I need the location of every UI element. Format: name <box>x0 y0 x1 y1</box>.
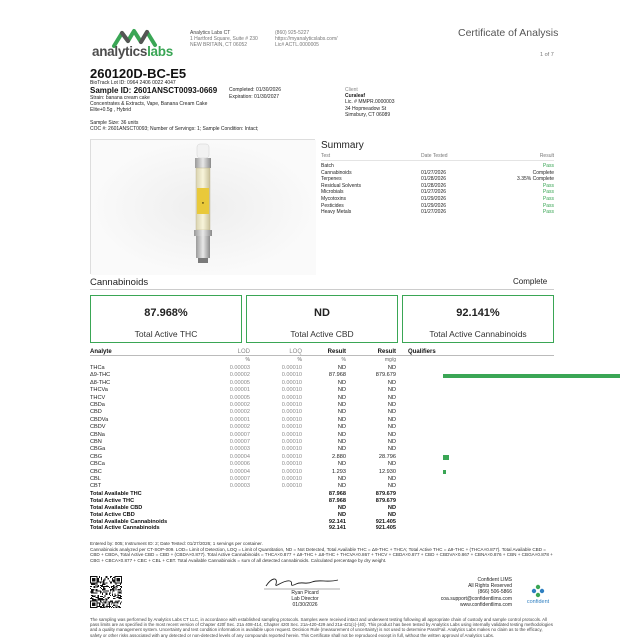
analyte-loq: 0.00010 <box>281 394 302 401</box>
col-lod: LOD <box>237 349 250 355</box>
analyte-result-mg: ND <box>387 461 396 468</box>
summary-result: Pass <box>542 196 554 202</box>
strain-info <box>90 95 240 114</box>
total-name: Total Active CBD <box>90 511 135 518</box>
analyte-result-mg: 12.930 <box>378 468 396 475</box>
analyte-name: Δ9-THC <box>90 372 111 379</box>
analyte-result-mg: ND <box>387 402 396 408</box>
completed-date: Completed: 01/30/2026 <box>229 87 281 93</box>
disclaimer: The sampling was performed by Analytics Labs CT LLC, in accordance with established sampling protocols. Samples were received intact and underwent testing following all appropriate chain of custody and sample control protocols. All pass limits are as specified in the most recent version of Chapter 420f Sec. 21a 408-414, Chapter 420t Sec. 21a-420-429 and 21a-421(c)-(40). This product has been tested by Analytics Labs using internally validated testing methodologies and a quality management system. Uncertainty and test condition information is available upon request. Decision Rule (measurement of uncertainty) is not used to determine Pass/Fail. Analytics Labs makes no claim as to the efficacy, safety or other risks associated with any detected or non-detected levels of any compounds reported herein. This Certificate shall not be reproduced except in full, without the written approval of Analytics Labs. <box>90 617 553 638</box>
lab-address-line-2: NEW BRITAIN, CT 06052 <box>190 42 248 49</box>
analyte-lod: 0.00004 <box>229 453 250 460</box>
col-result-pct: Result <box>327 349 346 355</box>
col-qualifiers: Qualifiers <box>408 349 436 355</box>
analyte-lod: 0.00007 <box>229 476 250 482</box>
total-result-pct: ND <box>337 505 346 511</box>
table-row <box>90 380 554 387</box>
analyte-loq: 0.00010 <box>281 431 302 438</box>
analyte-result-mg: ND <box>387 483 396 490</box>
analyte-result-pct: ND <box>337 439 346 445</box>
analyte-name: CBD <box>90 409 102 416</box>
analyte-result-pct: ND <box>337 365 346 371</box>
svg-text:●: ● <box>201 200 205 205</box>
total-result-mg: ND <box>387 505 396 511</box>
summary-date: 01/27/2026 <box>421 209 447 216</box>
summary-test: Microbials <box>321 189 344 196</box>
analyte-name: Δ8-THC <box>90 379 111 386</box>
analyte-loq: 0.00010 <box>281 387 302 394</box>
analyte-loq: 0.00010 <box>281 379 302 386</box>
table-row <box>90 424 554 431</box>
summary-row <box>321 163 554 169</box>
summary-date: 01/28/2026 <box>421 176 447 183</box>
analyte-loq: 0.00010 <box>281 446 302 453</box>
summary-test: Terpenes <box>321 176 342 183</box>
analyte-loq: 0.00010 <box>281 424 302 431</box>
cannabinoids-title: Cannabinoids <box>90 277 149 288</box>
summary-result: Pass <box>542 182 554 189</box>
kpi-label: Total Active THC <box>134 329 198 339</box>
coc-info: COC #: 2601ANSCT0093; Number of Servings: 1; Sample Condition: Intact; <box>90 126 259 132</box>
analyte-result-pct: ND <box>337 424 346 431</box>
table-row <box>90 417 554 424</box>
table-row <box>90 387 554 394</box>
summary-row <box>321 170 554 176</box>
analyte-lod: 0.00003 <box>229 446 250 453</box>
analyte-name: THCVa <box>90 387 108 394</box>
analyte-loq: 0.00010 <box>281 402 302 408</box>
analyte-result-mg: ND <box>387 394 396 401</box>
analyte-result-mg: ND <box>387 365 396 371</box>
analyte-result-pct: ND <box>337 461 346 468</box>
lims-phone: (866) 506-5866 <box>477 589 512 596</box>
confident-logo-text: confident <box>526 599 550 605</box>
analyte-name: CBNa <box>90 431 105 438</box>
kpi-value: ND <box>314 307 330 319</box>
signature-image <box>262 573 342 591</box>
signer-date: 01/30/2026 <box>292 602 318 609</box>
total-result-mg: ND <box>387 511 396 518</box>
total-name: Total Available THC <box>90 491 142 498</box>
notes-line-1: Entered by: 005; Instrument ID: 2; Date Tested: 01/27/2026; 1 servings per container. <box>90 541 263 546</box>
kpi-total-active-thc <box>90 295 242 343</box>
summary-test: Mycotoxins <box>321 196 347 202</box>
summary-head-date: Date Tested <box>421 153 448 159</box>
analyte-name: CBC <box>90 468 102 475</box>
analyte-result-mg: ND <box>387 416 396 423</box>
analyte-loq: 0.00010 <box>281 468 302 475</box>
document-title: Certificate of Analysis <box>458 27 559 39</box>
client-license: Lic. # MMPR.0000003 <box>345 99 395 106</box>
kpi-total-active-cannabinoids <box>402 295 554 343</box>
analyte-lod: 0.00007 <box>229 431 250 438</box>
lims-email[interactable]: coa.support@confidentlims.com <box>440 595 512 602</box>
summary-result: Pass <box>542 189 554 196</box>
summary-test: Heavy Metals <box>321 209 352 216</box>
analyte-lod: 0.00005 <box>229 394 250 401</box>
analyte-result-mg: 879.679 <box>375 372 396 379</box>
client-street: 34 Hopmeadow St <box>345 105 387 112</box>
analyte-result-mg: ND <box>387 439 396 445</box>
lims-rights: All Rights Reserved <box>468 583 512 590</box>
summary-result: Pass <box>542 202 554 209</box>
total-row <box>90 525 554 532</box>
analyte-result-pct: 2.880 <box>332 453 346 460</box>
kpi-label: Total Active Cannabinoids <box>429 329 527 339</box>
analyte-result-pct: 1.293 <box>332 468 346 475</box>
kpi-label: Total Active CBD <box>290 329 354 339</box>
summary-test: Batch <box>321 163 334 169</box>
table-row <box>90 476 554 483</box>
table-row <box>90 395 554 402</box>
kpi-total-active-cbd <box>246 295 398 343</box>
analyte-result-mg: ND <box>387 476 396 482</box>
lab-url[interactable]: https://myanalyticslabs.com/ <box>275 36 338 43</box>
analyte-result-pct: ND <box>337 379 346 386</box>
sample-size: Sample Size: 36 units <box>90 120 139 126</box>
analyte-name: CBG <box>90 453 103 460</box>
analyte-name: CBGa <box>90 446 106 453</box>
analyte-lod: 0.00002 <box>229 424 250 431</box>
table-row <box>90 409 554 416</box>
table-row <box>90 432 554 439</box>
summary-test: Residual Solvents <box>321 182 362 189</box>
analyte-lod: 0.00006 <box>229 461 250 468</box>
analyte-loq: 0.00010 <box>281 416 302 423</box>
expiration-date: Expiration: 01/30/2027 <box>229 94 280 100</box>
analyte-result-mg: ND <box>387 409 396 416</box>
kpi-value: 87.968% <box>144 307 188 319</box>
cannabinoids-status: Complete <box>513 277 548 286</box>
summary-test: Pesticides <box>321 202 344 209</box>
summary-test: Cannabinoids <box>321 169 352 176</box>
analyte-result-pct: ND <box>337 394 346 401</box>
table-row <box>90 365 554 372</box>
lab-info <box>190 30 280 49</box>
confident-logo <box>518 583 558 605</box>
total-name: Total Active THC <box>90 498 135 505</box>
analyte-result-pct: ND <box>337 476 346 482</box>
biotrack-lot-id: BioTrack Lot ID: 0964 2406 0022 4047 <box>90 80 176 86</box>
signer-name: Ryan Picard <box>291 590 319 596</box>
analyte-loq: 0.00010 <box>281 476 302 482</box>
logo-wordmark: analyticslabs <box>92 44 173 59</box>
analyte-lod: 0.00003 <box>229 365 250 371</box>
analyte-name: THCV <box>90 394 106 401</box>
analyte-lod: 0.00001 <box>229 416 250 423</box>
total-result-pct: 87.968 <box>328 498 346 505</box>
lab-address-line-1: 1 Hartford Square, Suite # 230 <box>190 36 258 43</box>
analyte-result-mg: ND <box>387 431 396 438</box>
table-row <box>90 469 554 476</box>
summary-row <box>321 189 554 195</box>
analyte-lod: 0.00002 <box>229 372 250 379</box>
analyte-name: CBCa <box>90 461 105 468</box>
summary-row <box>321 203 554 209</box>
total-result-mg: 879.679 <box>375 498 396 505</box>
method-notes <box>90 541 554 563</box>
analyte-result-pct: ND <box>337 446 346 453</box>
product-type: Elite+0.5g , Hybrid <box>90 107 131 114</box>
notes-line-2: Cannabinoids analyzed per CT-SOP-009. LOD= Limit of Detection, LOQ = Limit of Quantitation, ND = Not Detected, Total Available THC = Δ9-THC + THCA; Total Active THC = Δ9-THC + (THCA×0.877). Total Available CBD = CBD + CBDA, Total Active CBD = CBD + (CBDA×0.877). Total Active Cannabinoids = THCA×0.877 + Δ9-THC + Δ8-THC + THCVA×0.867 + THCV + CBDA×0.877 + CBD + CBDVA×0.867 + CBNA×0.876 + CBN + CBGA×0.878 + CBG + CBCA×0.877 + CBC + CBL + CBT. Total Available Cannabinoids = sum of all detected cannabinoids. Calculated percentage by dry weight. <box>90 546 553 563</box>
summary-row <box>321 176 554 182</box>
analyte-result-mg: 28.796 <box>378 453 396 460</box>
analyte-table-header <box>90 348 554 356</box>
client-info <box>345 87 465 118</box>
product-photo <box>90 139 315 274</box>
total-name: Total Available CBD <box>90 505 143 511</box>
summary-result: Complete <box>532 169 554 176</box>
analyte-result-mg: ND <box>387 387 396 394</box>
analyte-result-pct: ND <box>337 409 346 416</box>
summary-header <box>321 153 554 161</box>
lims-url[interactable]: www.confidentlims.com <box>460 601 512 608</box>
summary-title: Summary <box>321 140 364 151</box>
analyte-result-pct: 87.968 <box>328 372 346 379</box>
analyte-name: CBL <box>90 476 101 482</box>
analyte-lod: 0.00005 <box>229 379 250 386</box>
vape-cartridge-image <box>91 140 316 275</box>
analyte-name: CBT <box>90 483 102 490</box>
unit-lod: % <box>245 357 250 363</box>
analyte-loq: 0.00010 <box>281 483 302 490</box>
signer-block <box>280 590 330 609</box>
summary-head-test: Test <box>321 153 331 159</box>
summary-date: 01/28/2026 <box>421 182 447 189</box>
total-result-mg: 921.405 <box>375 518 396 525</box>
analyte-lod: 0.00002 <box>229 402 250 408</box>
table-row <box>90 483 554 490</box>
analyte-result-mg: ND <box>387 446 396 453</box>
col-loq: LOQ <box>289 349 302 355</box>
analyte-loq: 0.00010 <box>281 365 302 371</box>
client-label: Client <box>345 87 358 93</box>
total-result-pct: ND <box>337 511 346 518</box>
lab-phone: (860) 925-5227 <box>275 30 310 36</box>
kpi-value: 92.141% <box>456 307 500 319</box>
table-row <box>90 454 554 461</box>
analyte-loq: 0.00010 <box>281 372 302 379</box>
analyte-lod: 0.00001 <box>229 387 250 394</box>
client-name: Curaleaf <box>345 93 366 100</box>
analyte-loq: 0.00010 <box>281 439 302 445</box>
unit-pct: % <box>341 357 346 363</box>
col-analyte: Analyte <box>90 349 112 355</box>
qualifier-bar <box>443 470 446 474</box>
analyte-loq: 0.00010 <box>281 453 302 460</box>
analyte-lod: 0.00007 <box>229 439 250 445</box>
analyte-name: CBDVa <box>90 416 109 423</box>
summary-head-result: Result <box>539 153 554 159</box>
analyte-table-units <box>90 357 554 363</box>
table-row <box>90 402 554 409</box>
summary-result: Pass <box>542 163 554 169</box>
analyte-loq: 0.00010 <box>281 461 302 468</box>
unit-mg: mg/g <box>384 357 396 363</box>
table-row <box>90 461 554 468</box>
strain: Strain: banana cream cake <box>90 95 150 101</box>
lab-license: Lic# ACTL.0000005 <box>275 42 319 49</box>
table-row <box>90 372 554 379</box>
lab-name: Analytics Labs CT <box>190 30 231 36</box>
total-result-mg: 879.679 <box>375 491 396 498</box>
signer-title: Lab Director <box>291 596 319 603</box>
analyte-name: CBN <box>90 439 102 445</box>
total-name: Total Active Cannabinoids <box>90 525 160 532</box>
lims-name: Confident LIMS <box>477 577 512 583</box>
lims-info <box>432 577 512 608</box>
total-name: Total Available Cannabinoids <box>90 518 168 525</box>
summary-date: 01/29/2026 <box>421 196 447 202</box>
analyte-name: THCa <box>90 365 105 371</box>
analyte-result-pct: ND <box>337 483 346 490</box>
summary-row <box>321 183 554 189</box>
analyte-name: CBDV <box>90 424 106 431</box>
sample-id: Sample ID: 2601ANSCT0093-0669 <box>90 86 218 95</box>
summary-date: 01/29/2026 <box>421 202 447 209</box>
lab-contact <box>275 30 385 49</box>
analyte-lod: 0.00004 <box>229 468 250 475</box>
page-number: 1 of 7 <box>540 52 554 58</box>
total-result-mg: 921.405 <box>375 525 396 532</box>
analyte-result-pct: ND <box>337 402 346 408</box>
qualifier-bar <box>443 374 620 378</box>
analyte-result-pct: ND <box>337 387 346 394</box>
summary-result: Pass <box>542 209 554 216</box>
section-divider <box>90 289 554 290</box>
qualifier-bar <box>443 455 449 459</box>
analyte-result-pct: ND <box>337 431 346 438</box>
category: Concentrates & Extracts, Vape, Banana Cream Cake <box>90 101 208 108</box>
analyte-name: CBDa <box>90 402 105 408</box>
summary-date: 01/27/2026 <box>421 169 447 176</box>
summary-result: 3.35% Complete <box>517 176 554 183</box>
table-row <box>90 446 554 453</box>
analyte-result-pct: ND <box>337 416 346 423</box>
col-result-mg: Result <box>377 349 396 355</box>
summary-row <box>321 209 554 215</box>
analyte-loq: 0.00010 <box>281 409 302 416</box>
unit-loq: % <box>297 357 302 363</box>
batch-id: 260120D-BC-E5 <box>90 66 187 81</box>
analyte-lod: 0.00003 <box>229 483 250 490</box>
total-result-pct: 92.141 <box>328 518 346 525</box>
qr-code-icon[interactable] <box>90 576 122 608</box>
summary-date: 01/27/2026 <box>421 189 447 196</box>
total-result-pct: 92.141 <box>328 525 346 532</box>
analyte-lod: 0.00002 <box>229 409 250 416</box>
summary-row <box>321 196 554 202</box>
table-row <box>90 439 554 446</box>
analyte-result-mg: ND <box>387 379 396 386</box>
analyte-result-mg: ND <box>387 424 396 431</box>
total-result-pct: 87.968 <box>328 491 346 498</box>
client-city: Simsbury, CT 06089 <box>345 111 391 118</box>
